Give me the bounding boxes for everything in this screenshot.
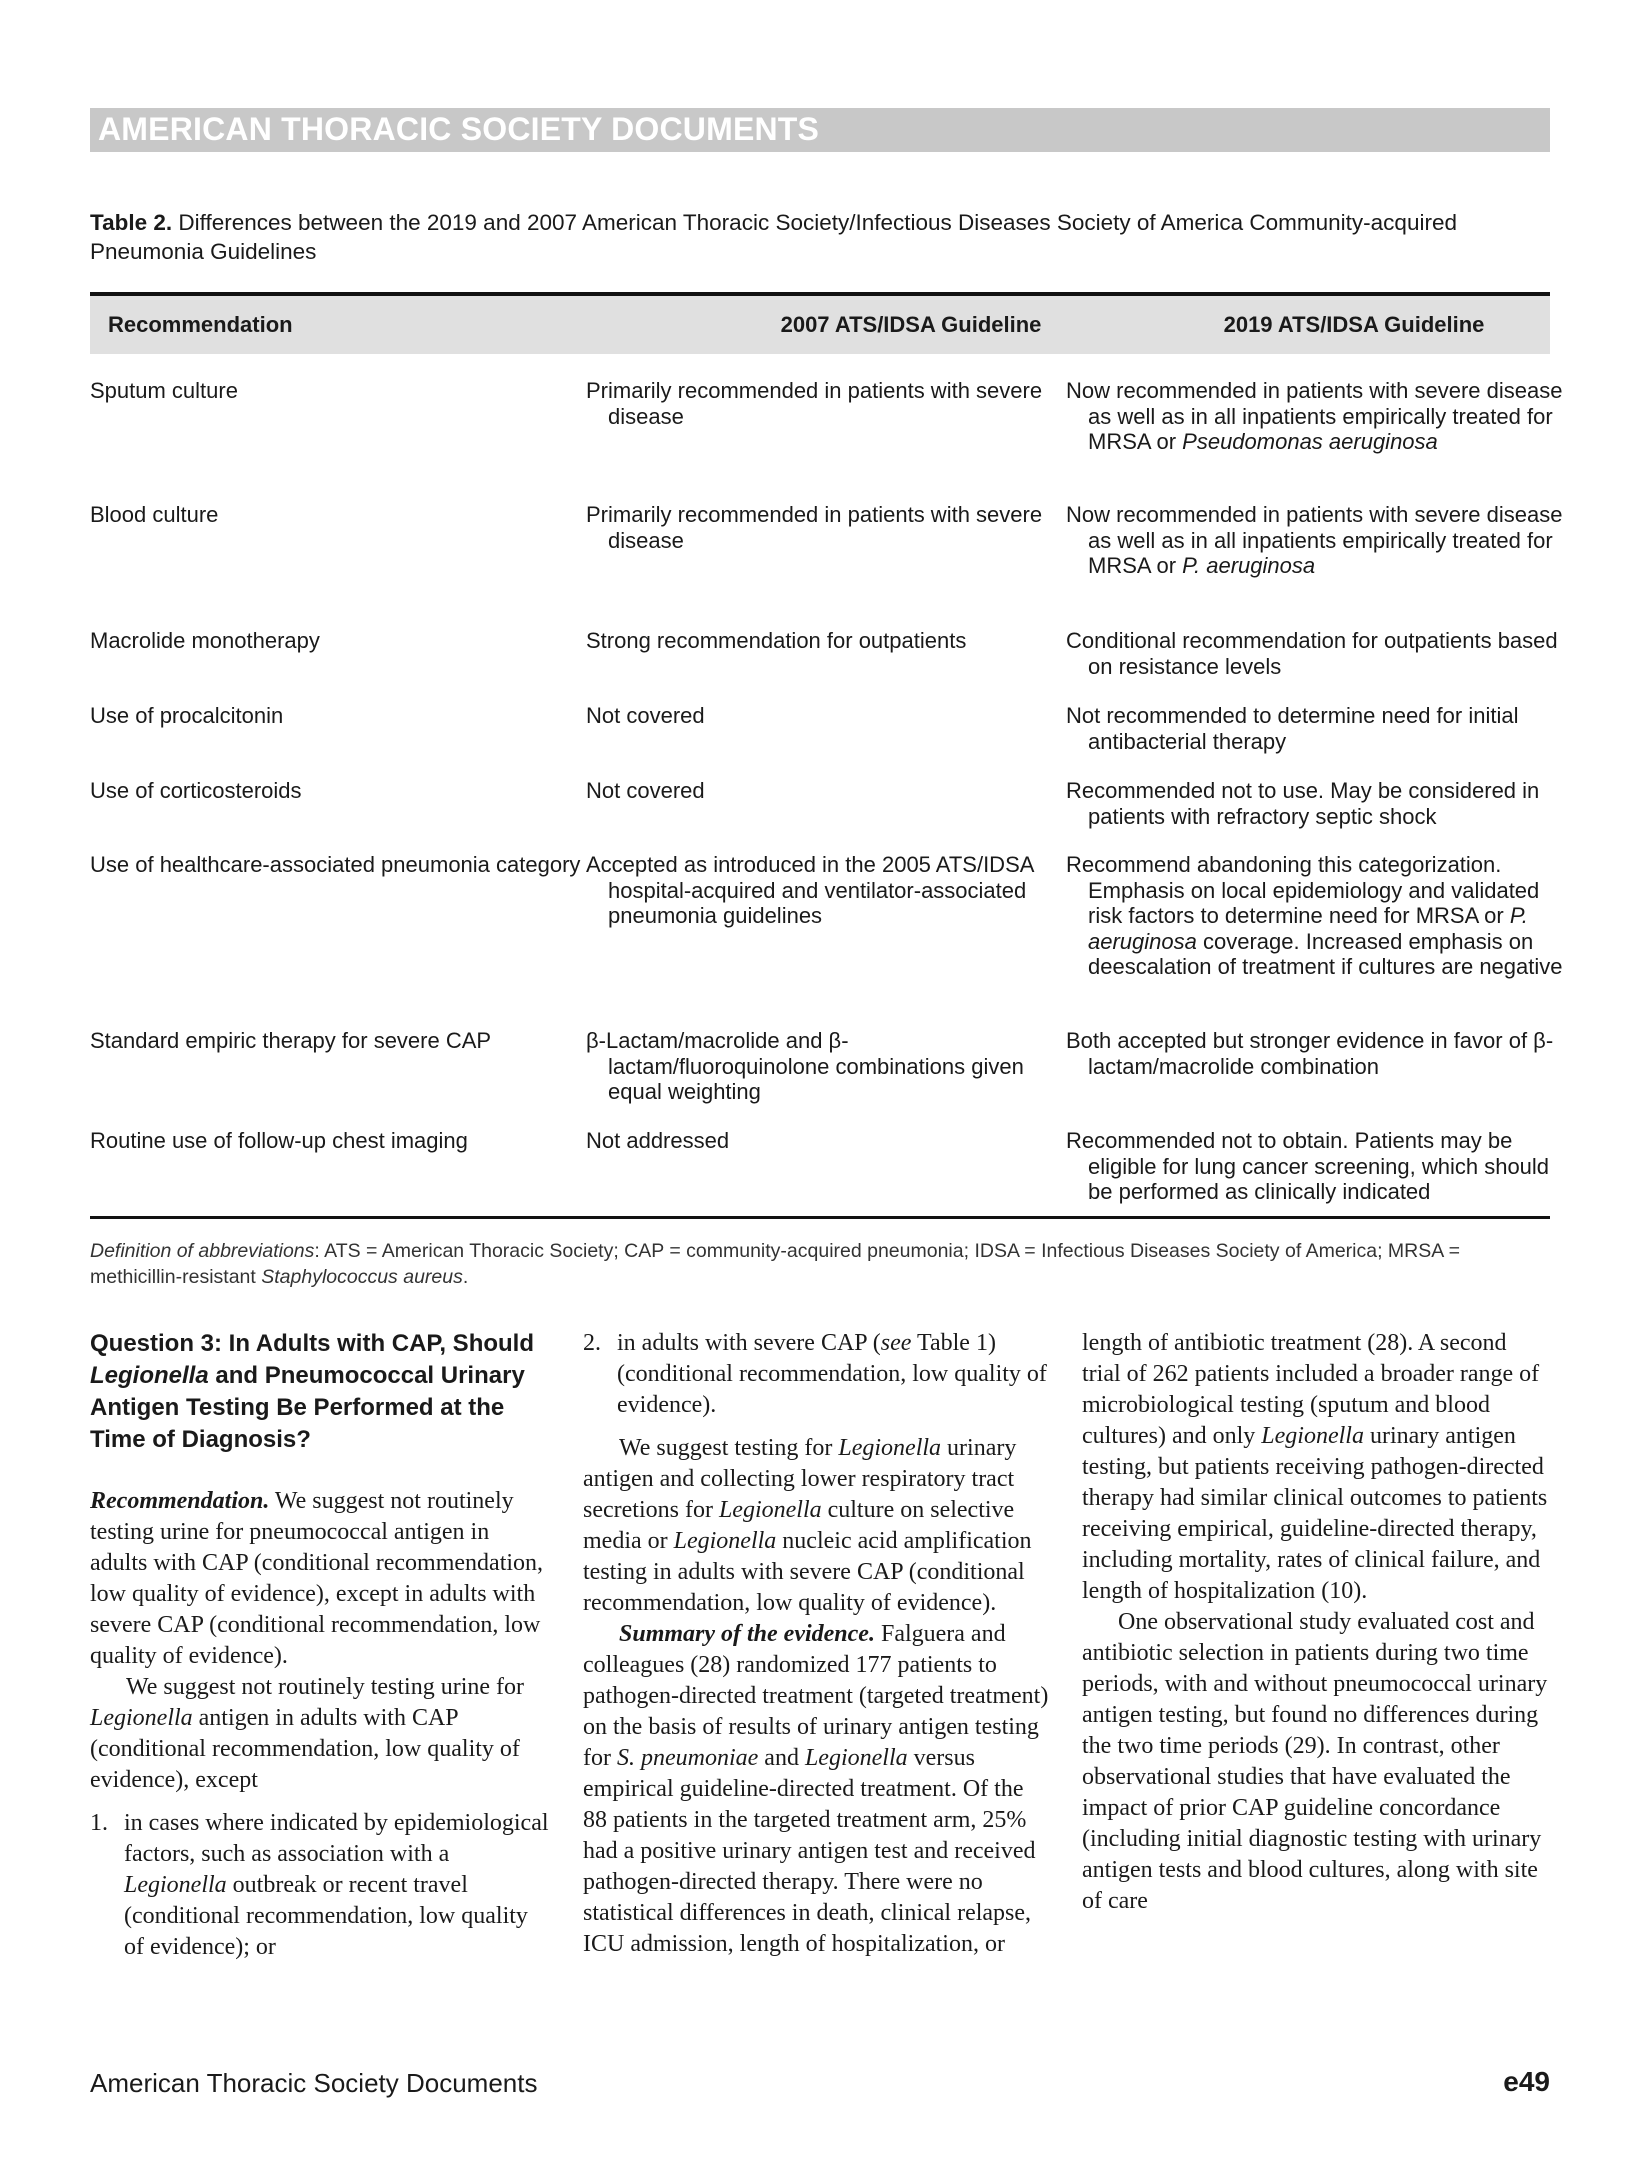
recommendation-cell: Blood culture	[90, 502, 219, 527]
guideline-2019-cell: Recommended not to use. May be considered in patients with refractory septic shock	[1066, 778, 1540, 829]
table-caption-text: Differences between the 2019 and 2007 American Thoracic Society/Infectious Diseases Society of America Community-acquired Pneumonia Guidelines	[90, 210, 1457, 264]
guideline-2007-cell: β-Lactam/macrolide and β-lactam/fluoroquinolone combinations given equal weighting	[586, 1028, 1024, 1104]
question-heading: Question 3: In Adults with CAP, Should Legionella and Pneumococcal Urinary Antigen Testing Be Performed at the Time of Diagnosis?	[90, 1330, 534, 1453]
guideline-2019-cell: Not recommended to determine need for initial antibacterial therapy	[1066, 703, 1519, 754]
list-item: 1. in cases where indicated by epidemiological factors, such as association with a Legionella outbreak or recent travel (conditional recommendation, low quality of evidence); or	[90, 1810, 549, 1960]
guideline-2007-cell: Primarily recommended in patients with severe disease	[586, 502, 1043, 553]
body-paragraph: We suggest not routinely testing urine for Legionella antigen in adults with CAP (conditional recommendation, low quality of evidence), except	[90, 1674, 524, 1793]
guideline-2007-cell: Not covered	[586, 778, 705, 803]
text-column-1	[90, 1328, 550, 1963]
text-column-2	[583, 1328, 1053, 1960]
recommendation-cell: Macrolide monotherapy	[90, 628, 320, 653]
page-number: e49	[1503, 2066, 1550, 2097]
guideline-2007-cell: Not addressed	[586, 1128, 730, 1153]
column-header: 2007 ATS/IDSA Guideline	[780, 312, 1042, 337]
journal-header-band	[90, 108, 1550, 152]
recommendation-cell: Use of procalcitonin	[90, 703, 284, 728]
guideline-2007-cell: Not covered	[586, 703, 705, 728]
guideline-2019-cell: Both accepted but stronger evidence in favor of β-lactam/macrolide combination	[1066, 1028, 1554, 1079]
guideline-2019-cell: Conditional recommendation for outpatients based on resistance levels	[1066, 628, 1558, 679]
guideline-2019-cell: Now recommended in patients with severe disease as well as in all inpatients empirically treated for MRSA or Pseudomonas aeruginosa	[1066, 378, 1563, 454]
recommendation-cell: Routine use of follow-up chest imaging	[90, 1128, 468, 1153]
journal-header-title: AMERICAN THORACIC SOCIETY DOCUMENTS	[98, 111, 820, 147]
recommendation-cell: Sputum culture	[90, 378, 238, 403]
guideline-2019-cell: Now recommended in patients with severe disease as well as in all inpatients empirically treated for MRSA or P. aeruginosa	[1066, 502, 1563, 578]
list-item: 2. in adults with severe CAP (see Table 1) (conditional recommendation, low quality of evidence).	[583, 1330, 1047, 1418]
table-bottom-rule	[90, 1216, 1550, 1219]
guideline-2007-cell: Accepted as introduced in the 2005 ATS/IDSA hospital-acquired and ventilator-associated pneumonia guidelines	[586, 852, 1034, 928]
recommendation-cell: Use of healthcare-associated pneumonia category	[90, 852, 581, 877]
body-paragraph: length of antibiotic treatment (28). A second trial of 262 patients included a broader range of microbiological testing (sputum and blood cultures) and only Legionella urinary antigen testing, but patients receiving pathogen-directed therapy had similar clinical outcomes to patients receiving empirical, guideline-directed therapy, including mortality, rates of clinical failure, and length of hospitalization (10).	[1082, 1330, 1548, 1604]
body-paragraph: One observational study evaluated cost and antibiotic selection in patients during two time periods, with and without pneumococcal urinary antigen testing, but found no differences during the two time periods (29). In contrast, other observational studies that have evaluated the impact of prior CAP guideline concordance (including initial diagnostic testing with urinary antigen tests and blood cultures, along with site of care	[1082, 1609, 1548, 1914]
guideline-2007-cell: Strong recommendation for outpatients	[586, 628, 967, 653]
column-header: 2019 ATS/IDSA Guideline	[1223, 312, 1485, 337]
table-label: Table 2.	[90, 210, 173, 235]
recommendation-cell: Standard empiric therapy for severe CAP	[90, 1028, 492, 1053]
table-caption	[90, 208, 1550, 266]
guideline-2007-cell: Primarily recommended in patients with severe disease	[586, 378, 1043, 429]
guideline-2019-cell: Recommend abandoning this categorization. Emphasis on local epidemiology and validated risk factors to determine need for MRSA or P. aeruginosa coverage. Increased emphasis on deescalation of treatment if cultures are negative	[1066, 852, 1563, 979]
column-header: Recommendation	[108, 312, 293, 337]
body-paragraph: We suggest testing for Legionella urinary antigen and collecting lower respiratory tract secretions for Legionella culture on selective media or Legionella nucleic acid amplification testing in adults with severe CAP (conditional recommendation, low quality of evidence).	[583, 1435, 1032, 1616]
text-column-3	[1082, 1328, 1550, 1917]
table-footnote: Definition of abbreviations: ATS = American Thoracic Society; CAP = community-acquired pneumonia; IDSA = Infectious Diseases Society of America; MRSA = methicillin-resistant Staphylococcus aureus.	[90, 1240, 1460, 1288]
comparison-table	[90, 292, 1563, 1204]
evidence-summary-paragraph: Summary of the evidence. Falguera and colleagues (28) randomized 177 patients to pathogen-directed treatment (targeted treatment) on the basis of results of urinary antigen testing for S. pneumoniae and Legionella versus empirical guideline-directed treatment. Of the 88 patients in the targeted treatment arm, 25% had a positive urinary antigen test and received pathogen-directed therapy. There were no statistical differences in death, clinical relapse, ICU admission, length of hospitalization, or	[583, 1621, 1049, 1957]
footer-journal-name: American Thoracic Society Documents	[90, 2068, 538, 2098]
recommendation-cell: Use of corticosteroids	[90, 778, 302, 803]
guideline-2019-cell: Recommended not to obtain. Patients may be eligible for lung cancer screening, which should be performed as clinically indicated	[1066, 1128, 1550, 1204]
table-header-row	[90, 296, 1550, 354]
recommendation-paragraph: Recommendation. We suggest not routinely testing urine for pneumococcal antigen in adults with CAP (conditional recommendation, low quality of evidence), except in adults with severe CAP (conditional recommendation, low quality of evidence).	[90, 1488, 544, 1669]
